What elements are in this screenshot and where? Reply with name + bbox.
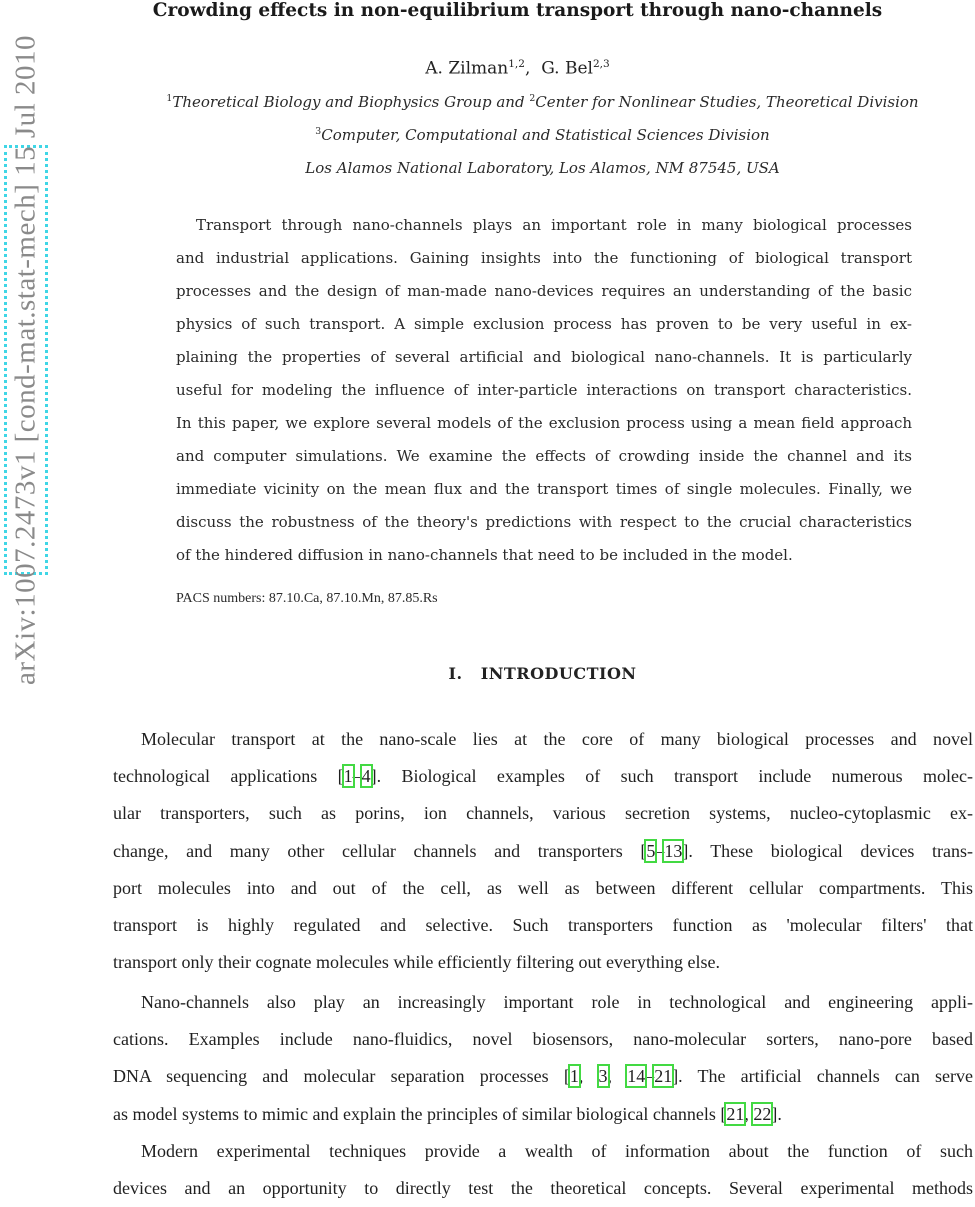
text-run: ]. These biological devices trans- bbox=[682, 840, 974, 861]
paper-title: Crowding effects in non-equilibrium transport through nano-channels bbox=[152, 0, 883, 21]
abstract-line: useful for modeling the influence of inter-particle interactions on transport characteristics. bbox=[176, 381, 912, 399]
paragraph-line bbox=[113, 1096, 973, 1133]
citation-link[interactable]: 21 bbox=[654, 1066, 673, 1087]
text-run: DNA sequencing and molecular separation processes [ bbox=[113, 1066, 570, 1087]
author-affiliation-mark: 2,3 bbox=[592, 58, 610, 70]
abstract-line: immediate vicinity on the mean flux and the transport times of single molecules. Finally, we bbox=[176, 480, 912, 498]
affiliation-line-2 bbox=[110, 126, 975, 144]
section-heading bbox=[110, 664, 975, 683]
affiliation-text: Center for Nonlinear Studies, Theoretical Division bbox=[535, 93, 919, 111]
pacs-numbers: PACS numbers: 87.10.Ca, 87.10.Mn, 87.85.Rs bbox=[176, 591, 438, 606]
affiliation-line-3 bbox=[110, 159, 975, 177]
abstract-line: In this paper, we explore several models of the exclusion process using a mean field approach bbox=[176, 414, 912, 432]
paragraph-line: transport only their cognate molecules while efficiently filtering out everything else. bbox=[113, 952, 720, 973]
author-name: G. Bel bbox=[541, 58, 593, 79]
author-name: A. Zilman bbox=[425, 58, 509, 79]
section-title: INTRODUCTION bbox=[480, 664, 637, 683]
citation-link[interactable]: 13 bbox=[664, 840, 683, 861]
abstract-line: of the hindered diffusion in nano-channels that need to be included in the model. bbox=[176, 546, 793, 564]
abstract-line: and computer simulations. We examine the effects of crowding inside the channel and its bbox=[176, 447, 912, 465]
author-list bbox=[60, 58, 975, 79]
affiliation-line-1 bbox=[110, 93, 975, 111]
arxiv-stamp bbox=[4, 35, 48, 685]
text-run: , bbox=[607, 1066, 628, 1087]
citation-link[interactable]: 1 bbox=[343, 766, 353, 787]
paragraph-line: Molecular transport at the nano-scale lies at the core of many biological processes and novel bbox=[141, 729, 973, 749]
citation-link[interactable]: 21 bbox=[726, 1103, 745, 1124]
intro-paragraph-1 bbox=[113, 721, 973, 981]
paragraph-line: Nano-channels also play an increasingly important role in technological and engineering appli- bbox=[141, 992, 973, 1012]
affiliation-mark: 2 bbox=[529, 93, 536, 104]
author-separator: , bbox=[524, 58, 542, 79]
text-run: – bbox=[645, 1066, 655, 1087]
citation-link[interactable]: 14 bbox=[627, 1066, 646, 1087]
abstract-line: and industrial applications. Gaining insights into the functioning of biological transport bbox=[176, 249, 912, 267]
intro-paragraph-2 bbox=[113, 984, 973, 1133]
text-run: – bbox=[655, 840, 665, 861]
text-run: change, and many other cellular channels and transporters [ bbox=[113, 840, 647, 861]
affiliation-text: Los Alamos National Laboratory, Los Alamos, NM 87545, USA bbox=[305, 159, 780, 177]
affiliation-mark: 3 bbox=[315, 126, 322, 137]
affiliation-mark: 1 bbox=[166, 93, 173, 104]
paragraph-line bbox=[113, 1058, 973, 1095]
abstract-line: processes and the design of man-made nano-devices requires an understanding of the basic bbox=[176, 282, 912, 300]
text-run: ]. bbox=[771, 1103, 782, 1124]
text-run: – bbox=[352, 766, 362, 787]
paragraph-line: transport is highly regulated and selective. Such transporters function as 'molecular filters' that bbox=[113, 915, 973, 936]
abstract-line: discuss the robustness of the theory's predictions with respect to the crucial characteristics bbox=[176, 513, 912, 531]
text-run: , bbox=[578, 1066, 599, 1087]
citation-link[interactable]: 22 bbox=[753, 1103, 772, 1124]
paragraph-line: cations. Examples include nano-fluidics, novel biosensors, nano-molecular sorters, nano-pore based bbox=[113, 1029, 973, 1050]
section-number: I. bbox=[448, 664, 463, 683]
affiliation-text: Computer, Computational and Statistical Sciences Division bbox=[321, 126, 770, 144]
text-run: technological applications [ bbox=[113, 766, 344, 787]
abstract bbox=[176, 209, 912, 572]
abstract-line: Transport through nano-channels plays an important role in many biological processes bbox=[196, 216, 912, 234]
paragraph-line: port molecules into and out of the cell, as well as between different cellular compartments. This bbox=[113, 877, 973, 898]
paragraph-line: devices and an opportunity to directly test the theoretical concepts. Several experimental methods bbox=[113, 1178, 973, 1199]
author-affiliation-mark: 1,2 bbox=[508, 58, 525, 70]
text-run: ]. Biological examples of such transport include numerous molec- bbox=[370, 766, 973, 787]
abstract-line: plaining the properties of several artificial and biological nano-channels. It is particularly bbox=[176, 348, 912, 366]
citation-link[interactable]: 1 bbox=[569, 1066, 579, 1087]
paragraph-line bbox=[113, 758, 973, 795]
paragraph-line: ular transporters, such as porins, ion channels, various secretion systems, nucleo-cytoplasmic ex- bbox=[113, 803, 973, 824]
citation-link[interactable]: 4 bbox=[361, 766, 371, 787]
abstract-line: physics of such transport. A simple exclusion process has proven to be very useful in ex- bbox=[176, 315, 912, 333]
intro-paragraph-3 bbox=[113, 1133, 973, 1207]
affiliation-text: Theoretical Biology and Biophysics Group and bbox=[172, 93, 530, 111]
text-run: ]. The artificial channels can serve bbox=[672, 1066, 974, 1087]
citation-link[interactable]: 3 bbox=[598, 1066, 608, 1087]
paragraph-line: Modern experimental techniques provide a wealth of information about the function of such bbox=[141, 1141, 973, 1161]
text-run: as model systems to mimic and explain the principles of similar biological channels [ bbox=[113, 1103, 727, 1124]
text-run: , bbox=[744, 1103, 754, 1124]
citation-link[interactable]: 5 bbox=[646, 840, 656, 861]
arxiv-identifier: arXiv:1007.2473v1 [cond-mat.stat-mech] 15 Jul 2010 bbox=[9, 35, 42, 685]
paragraph-line bbox=[113, 833, 973, 870]
